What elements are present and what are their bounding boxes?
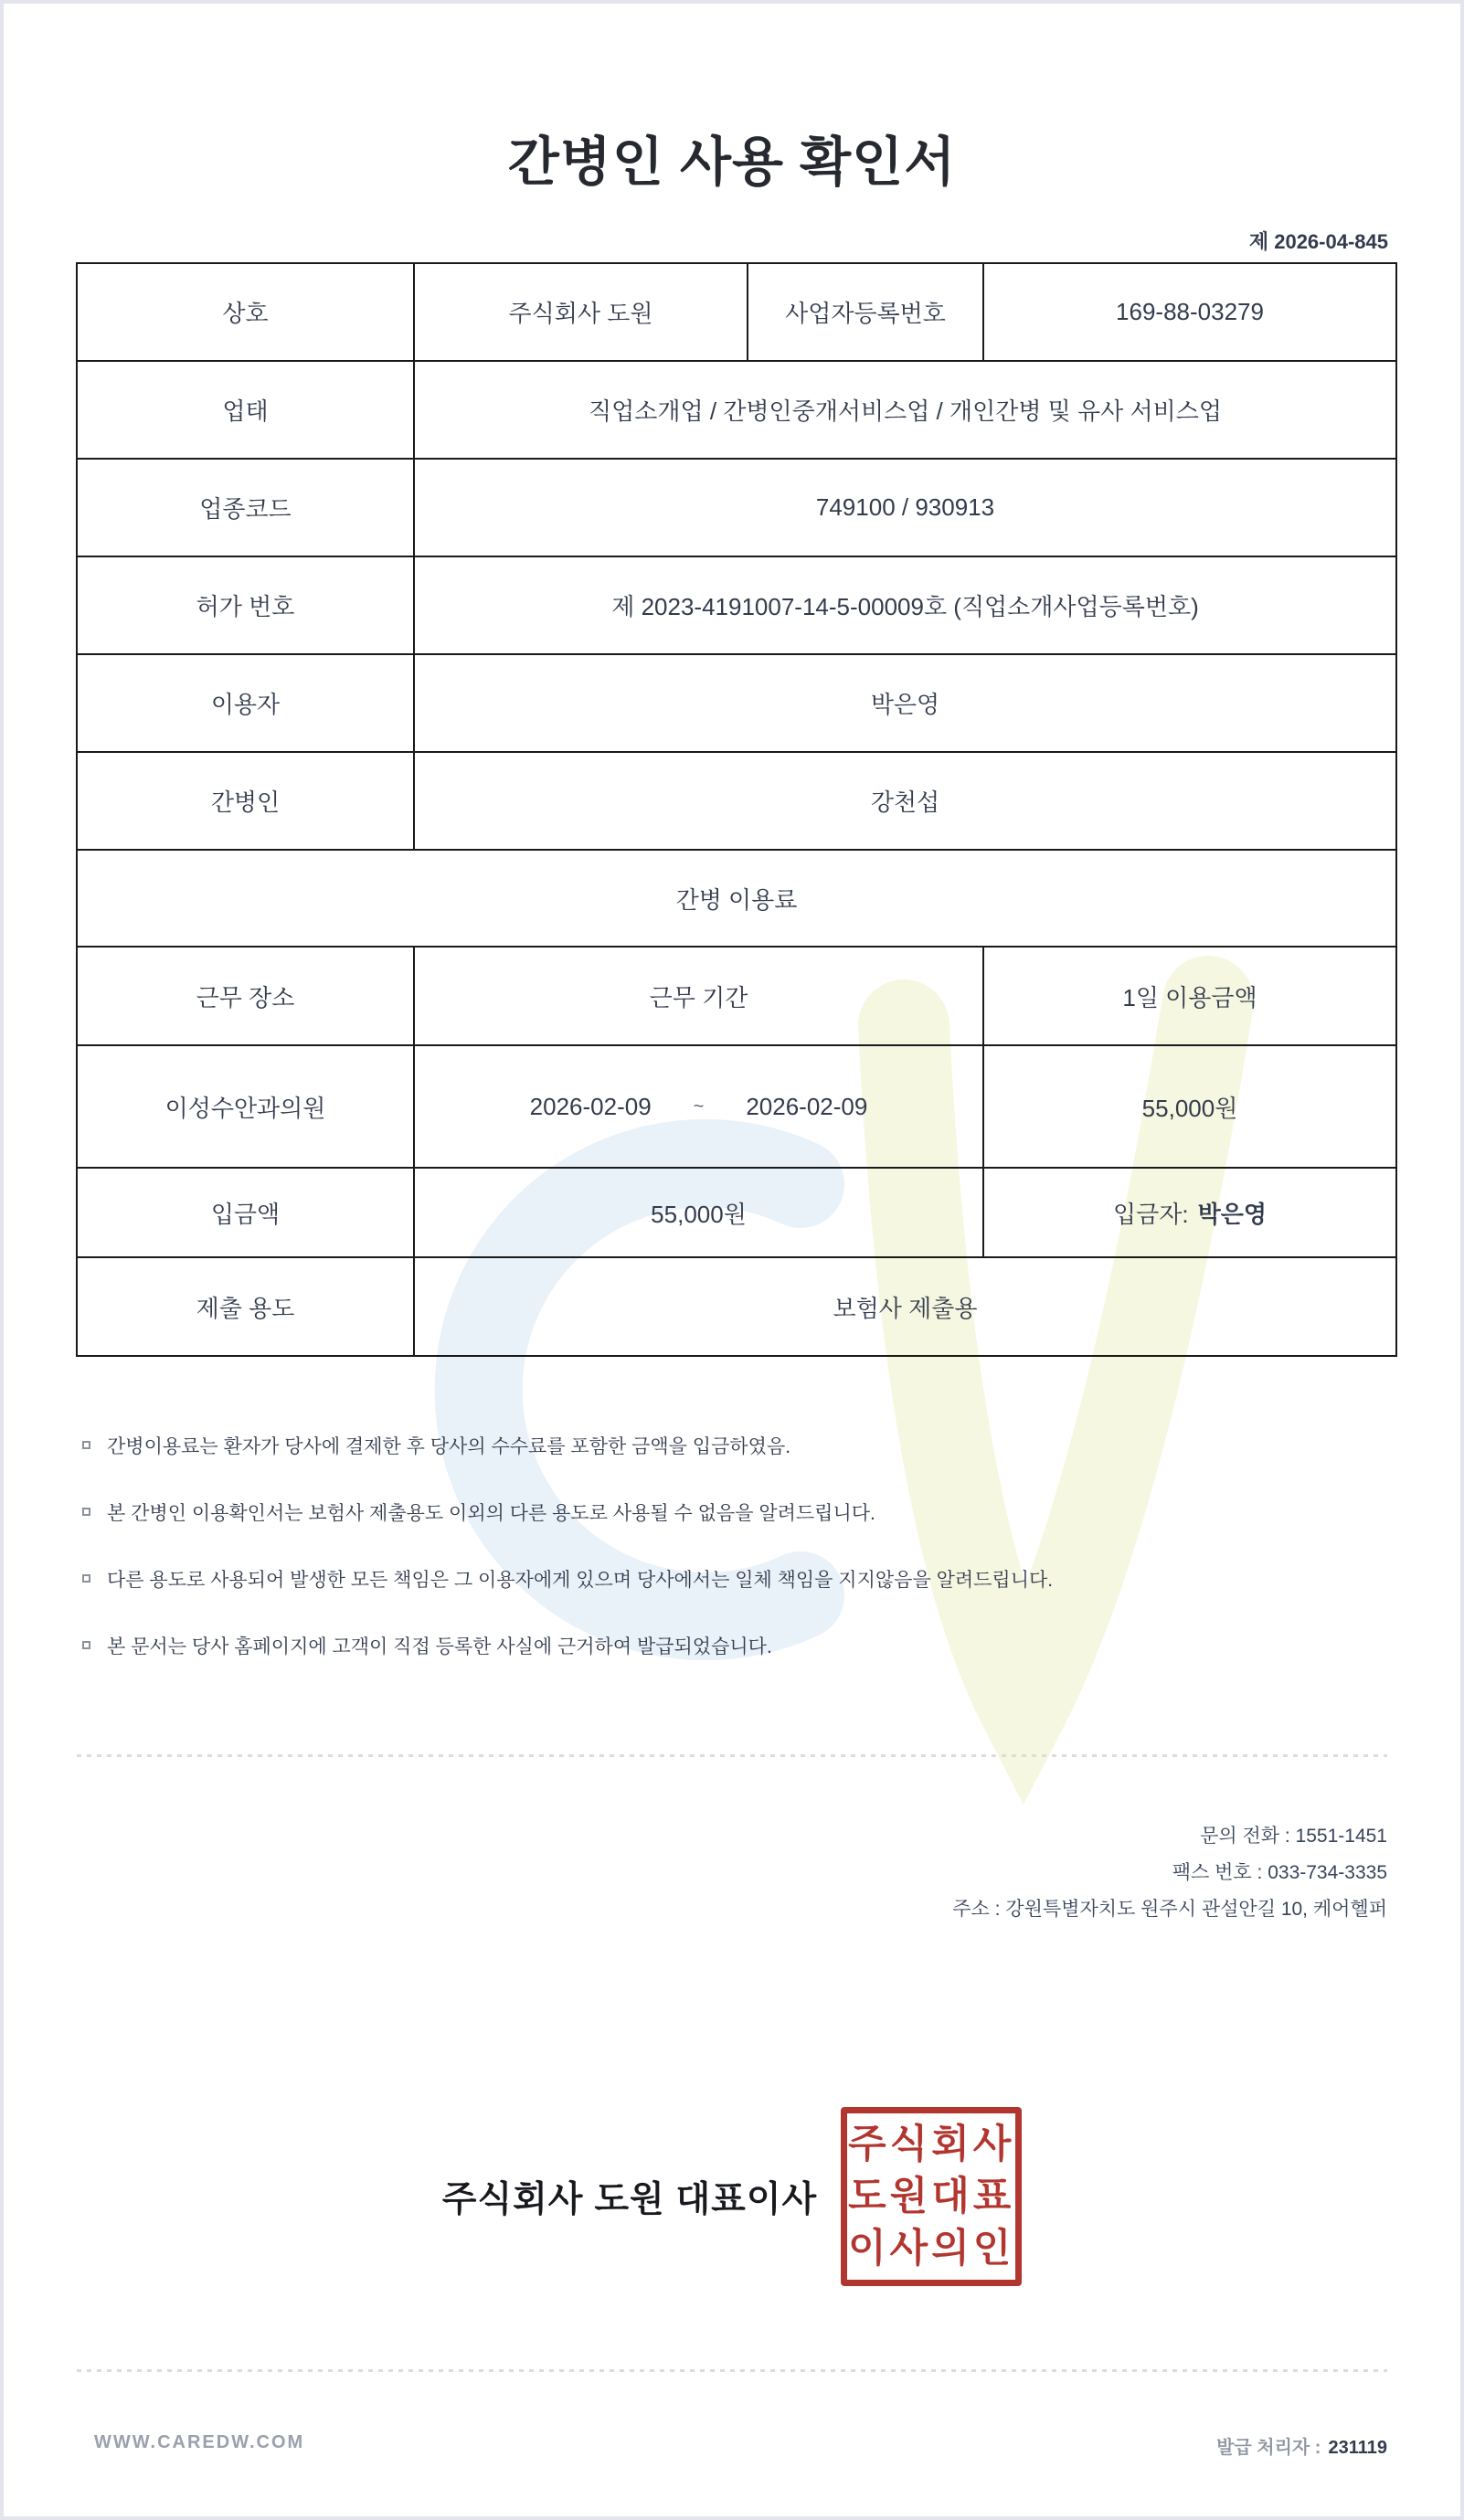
dotted-divider [77, 2369, 1387, 2372]
document-content [4, 4, 1460, 2516]
stamp-text: 이사의인 [848, 2226, 1015, 2271]
ceo-signature-text: 주식회사 도원 대표이사 [441, 2180, 818, 2219]
biz-reg-label: 사업자등록번호 [748, 263, 983, 361]
note-text: 본 간병인 이용확인서는 보험사 제출용도 이외의 다른 용도로 사용될 수 없음을 알려드립니다. [107, 1503, 875, 1524]
period-header: 근무 기간 [414, 947, 983, 1045]
depositor-cell [983, 1168, 1396, 1257]
square-bullet-icon [82, 1441, 90, 1449]
square-bullet-icon [82, 1508, 90, 1516]
note-item [79, 1435, 1387, 1459]
document-number: 제 2026-04-845 [1248, 230, 1388, 253]
notes-list [79, 1435, 1387, 1701]
table-row [77, 1168, 1396, 1257]
biz-reg-value: 169-88-03279 [983, 263, 1396, 361]
user-label: 이용자 [77, 654, 414, 752]
industry-code-value: 749100 / 930913 [414, 459, 1396, 556]
page-title: 간병인 사용 확인서 [507, 132, 957, 192]
depositor-label: 입금자: [1113, 1200, 1189, 1228]
period-value [414, 1045, 983, 1168]
signature-block [4, 2105, 1460, 2288]
table-row [77, 752, 1396, 850]
contact-fax: 팩스 번호 : 033-734-3335 [1172, 1862, 1387, 1883]
table-row [77, 459, 1396, 556]
period-range [415, 1093, 982, 1121]
table-row [77, 556, 1396, 654]
website-url: WWW.CAREDW.COM [94, 2432, 305, 2452]
issuer-label: 발급 처리자 : [1216, 2438, 1321, 2458]
fee-section-title: 간병 이용료 [77, 850, 1396, 947]
business-type-value: 직업소개업 / 간병인중개서비스업 / 개인간병 및 유사 서비스업 [414, 361, 1396, 459]
caregiver-value: 강천섭 [414, 752, 1396, 850]
workplace-value: 이성수안과의원 [77, 1045, 414, 1168]
company-label: 상호 [77, 263, 414, 361]
corporate-seal-stamp [841, 2107, 1022, 2286]
table-row [77, 654, 1396, 752]
period-start: 2026-02-09 [529, 1092, 652, 1120]
deposit-label: 입금액 [77, 1168, 414, 1257]
contact-address: 주소 : 강원특별자치도 원주시 관설안길 10, 케어헬퍼 [952, 1899, 1387, 1920]
note-item [79, 1568, 1387, 1593]
license-value: 제 2023-4191007-14-5-00009호 (직업소개사업등록번호) [414, 556, 1396, 654]
note-text: 다른 용도로 사용되어 발생한 모든 책임은 그 이용자에게 있으며 당사에서는 일체 책임을 지지않음을 알려드립니다. [107, 1570, 1054, 1591]
user-value: 박은영 [414, 654, 1396, 752]
period-end: 2026-02-09 [746, 1092, 868, 1120]
workplace-header: 근무 장소 [77, 947, 414, 1045]
table-row [77, 947, 1396, 1045]
note-text: 간병이용료는 환자가 당사에 결제한 후 당사의 수수료를 포함한 금액을 입금하였음. [107, 1436, 791, 1457]
confirmation-table [76, 262, 1397, 1357]
table-row [77, 263, 1396, 361]
note-item [79, 1501, 1387, 1526]
square-bullet-icon [82, 1574, 90, 1583]
company-value: 주식회사 도원 [414, 263, 748, 361]
note-text: 본 문서는 당사 홈페이지에 고객이 직접 등록한 사실에 근거하여 발급되었습니다. [107, 1636, 772, 1657]
business-type-label: 업태 [77, 361, 414, 459]
contact-phone: 문의 전화 : 1551-1451 [1200, 1826, 1387, 1847]
deposit-value: 55,000원 [414, 1168, 983, 1257]
table-row [77, 1257, 1396, 1356]
contact-info [952, 1818, 1387, 1928]
industry-code-label: 업종코드 [77, 459, 414, 556]
purpose-value: 보험사 제출용 [414, 1257, 1396, 1356]
dotted-divider [77, 1754, 1387, 1757]
issuer-value: 231119 [1328, 2438, 1387, 2458]
daily-fee-value: 55,000원 [983, 1045, 1396, 1168]
stamp-text: 도원대표 [848, 2174, 1015, 2218]
license-label: 허가 번호 [77, 556, 414, 654]
caregiver-label: 간병인 [77, 752, 414, 850]
issuer-info [1216, 2432, 1387, 2459]
square-bullet-icon [82, 1641, 90, 1649]
table-row [77, 1045, 1396, 1168]
table-row [77, 850, 1396, 947]
daily-fee-header: 1일 이용금액 [983, 947, 1396, 1045]
table-row [77, 361, 1396, 459]
stamp-text: 주식회사 [848, 2122, 1015, 2166]
purpose-label: 제출 용도 [77, 1257, 414, 1356]
note-item [79, 1635, 1387, 1659]
depositor-value: 박은영 [1197, 1200, 1267, 1228]
tilde-separator: ~ [693, 1096, 705, 1117]
